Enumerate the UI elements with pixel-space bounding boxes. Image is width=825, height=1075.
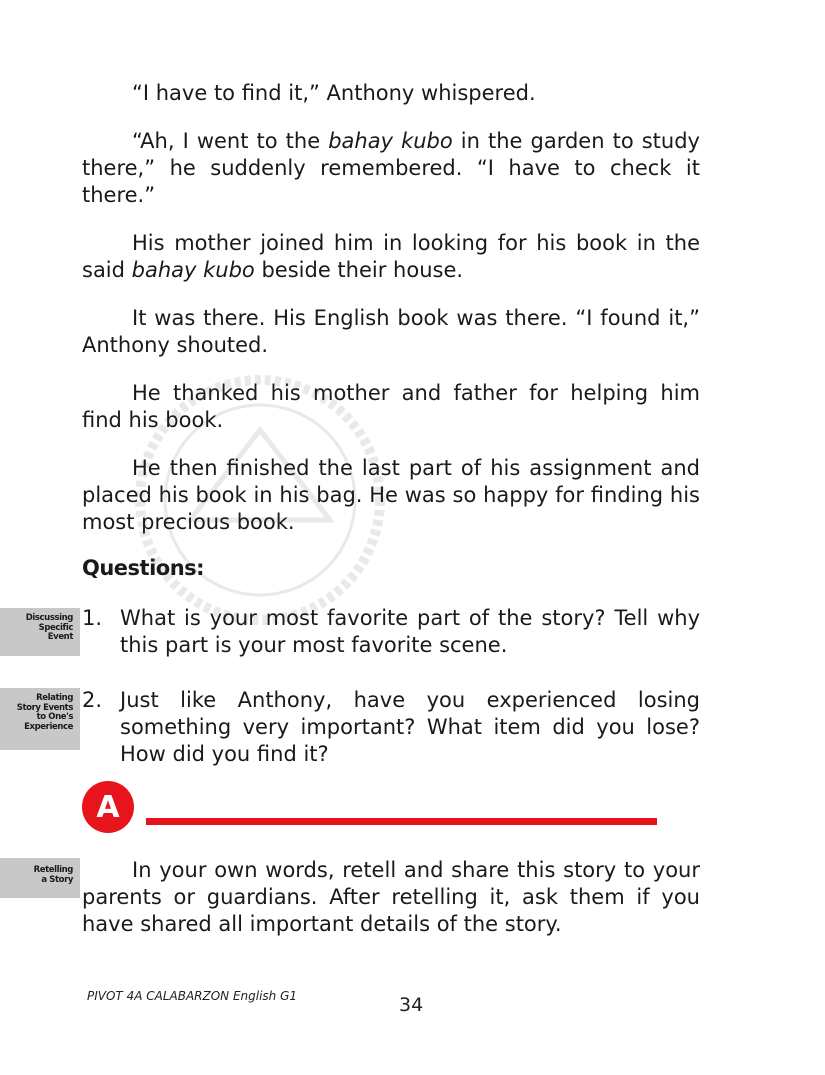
section-a-underline — [146, 818, 657, 825]
bahay-kubo-term: bahay kubo — [131, 258, 255, 282]
question-2 — [82, 687, 700, 768]
tag-relating-story-events: Relating Story Events to One's Experience — [0, 688, 80, 750]
story-paragraph-3: His mother joined him in looking for his book in the said bahay kubo beside their house. — [82, 231, 700, 282]
story-paragraph-6: He then finished the last part of his assignment and placed his book in his bag. He was so happy for finding his most precious book. — [82, 456, 700, 534]
questions-heading: Questions: — [82, 556, 205, 580]
tag-retelling-a-story: Retelling a Story — [0, 858, 80, 898]
section-a-badge: A — [82, 781, 134, 833]
tag-discussing-specific-event: Discussing Specific Event — [0, 608, 80, 656]
story-paragraph-2: “Ah, I went to the bahay kubo in the garden to study there,” he suddenly remembered. “I have to check it there.” — [82, 129, 700, 207]
bahay-kubo-term: bahay kubo — [328, 129, 453, 153]
question-text: Just like Anthony, have you experienced losing something very important? What item did you lose? How did you find it? — [120, 688, 700, 766]
section-a-instructions: In your own words, retell and share this story to your parents or guardians. After retelling it, ask them if you have shared all important details of the story. — [82, 858, 700, 936]
page-number: 34 — [399, 994, 424, 1016]
question-number: 1. — [82, 606, 103, 630]
question-number: 2. — [82, 688, 103, 712]
story-paragraph-5: He thanked his mother and father for helping him find his book. — [82, 381, 700, 432]
question-text: What is your most favorite part of the story? Tell why this part is your most favorite scene. — [120, 606, 700, 657]
footer-title: PIVOT 4A CALABARZON English G1 — [87, 989, 298, 1003]
question-1 — [82, 605, 700, 659]
story-paragraph-4: It was there. His English book was there. “I found it,” Anthony shouted. — [82, 306, 700, 357]
story-paragraph-1: “I have to find it,” Anthony whispered. — [132, 81, 536, 105]
